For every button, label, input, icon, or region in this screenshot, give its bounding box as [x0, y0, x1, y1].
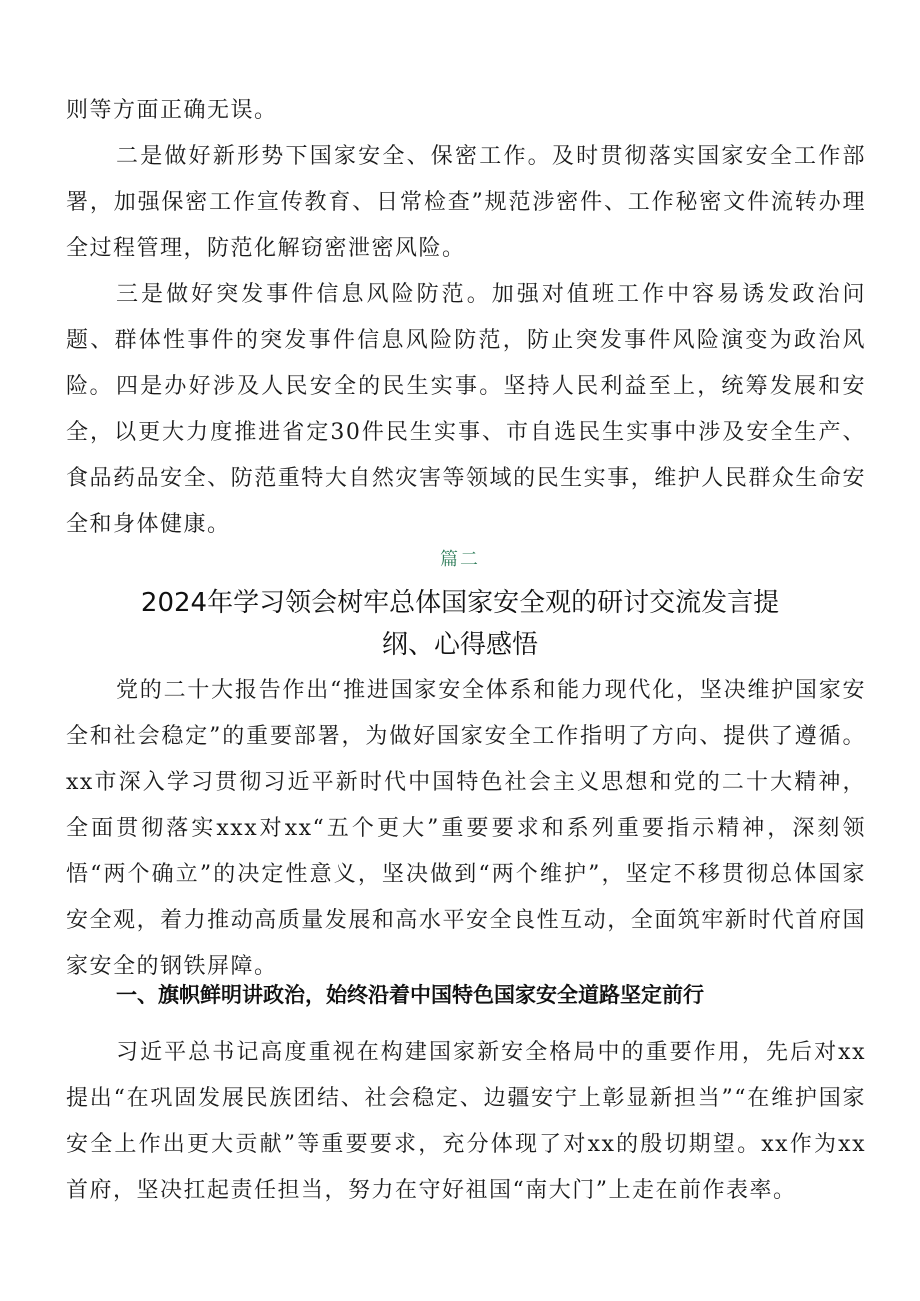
paragraph-point-three: 三是做好突发事件信息风险防范。加强对值班工作中容易诱发政治问题、群体性事件的突发事件信息风险防范，防止突发事件风险演变为政治风险。	[66, 282, 866, 399]
paragraph-point-four: 四是办好涉及人民安全的民生实事。坚持人民利益至上，统筹发展和安全，以更大力度推进省定30件民生实事、市自选民生实事中涉及安全生产、食品药品安全、防范重特大自然灾害等领域的民生实事，维护人民群众生命安全和身体健康。	[66, 374, 866, 537]
document-title: 2024年学习领会树牢总体国家安全观的研讨交流发言提纲、心得感悟	[140, 588, 780, 660]
paragraph-continuation: 则等方面正确无误。	[66, 98, 278, 123]
section-heading: 一、旗帜鲜明讲政治，始终沿着中国特色国家安全道路坚定前行	[116, 983, 704, 1007]
paragraph-body: 习近平总书记高度重视在构建国家新安全格局中的重要作用，先后对xx提出“在巩固发展民族团结、社会稳定、边疆安宁上彰显新担当”“在维护国家安全上作出更大贡献”等重要要求，充分体现了对xx的殷切期望。xx作为xx首府，坚决扛起责任担当，努力在守好祖国“南大门”上走在前作表率。	[66, 1040, 866, 1203]
section-label: 篇二	[440, 549, 480, 570]
paragraph-point-two: 二是做好新形势下国家安全、保密工作。及时贯彻落实国家安全工作部署，加强保密工作宣传教育、日常检查”规范涉密件、工作秘密文件流转办理全过程管理，防范化解窃密泄密风险。	[66, 144, 866, 261]
paragraph-intro: 党的二十大报告作出“推进国家安全体系和能力现代化，坚决维护国家安全和社会稳定”的重要部署，为做好国家安全工作指明了方向、提供了遵循。xx市深入学习贯彻习近平新时代中国特色社会主义思想和党的二十大精神，全面贯彻落实xxx对xx“五个更大”重要要求和系列重要指示精神，深刻领悟“两个确立”的决定性意义，坚决做到“两个维护”，坚定不移贯彻总体国家安全观，着力推动高质量发展和高水平安全良性互动，全面筑牢新时代首府国家安全的钢铁屏障。	[66, 678, 866, 979]
